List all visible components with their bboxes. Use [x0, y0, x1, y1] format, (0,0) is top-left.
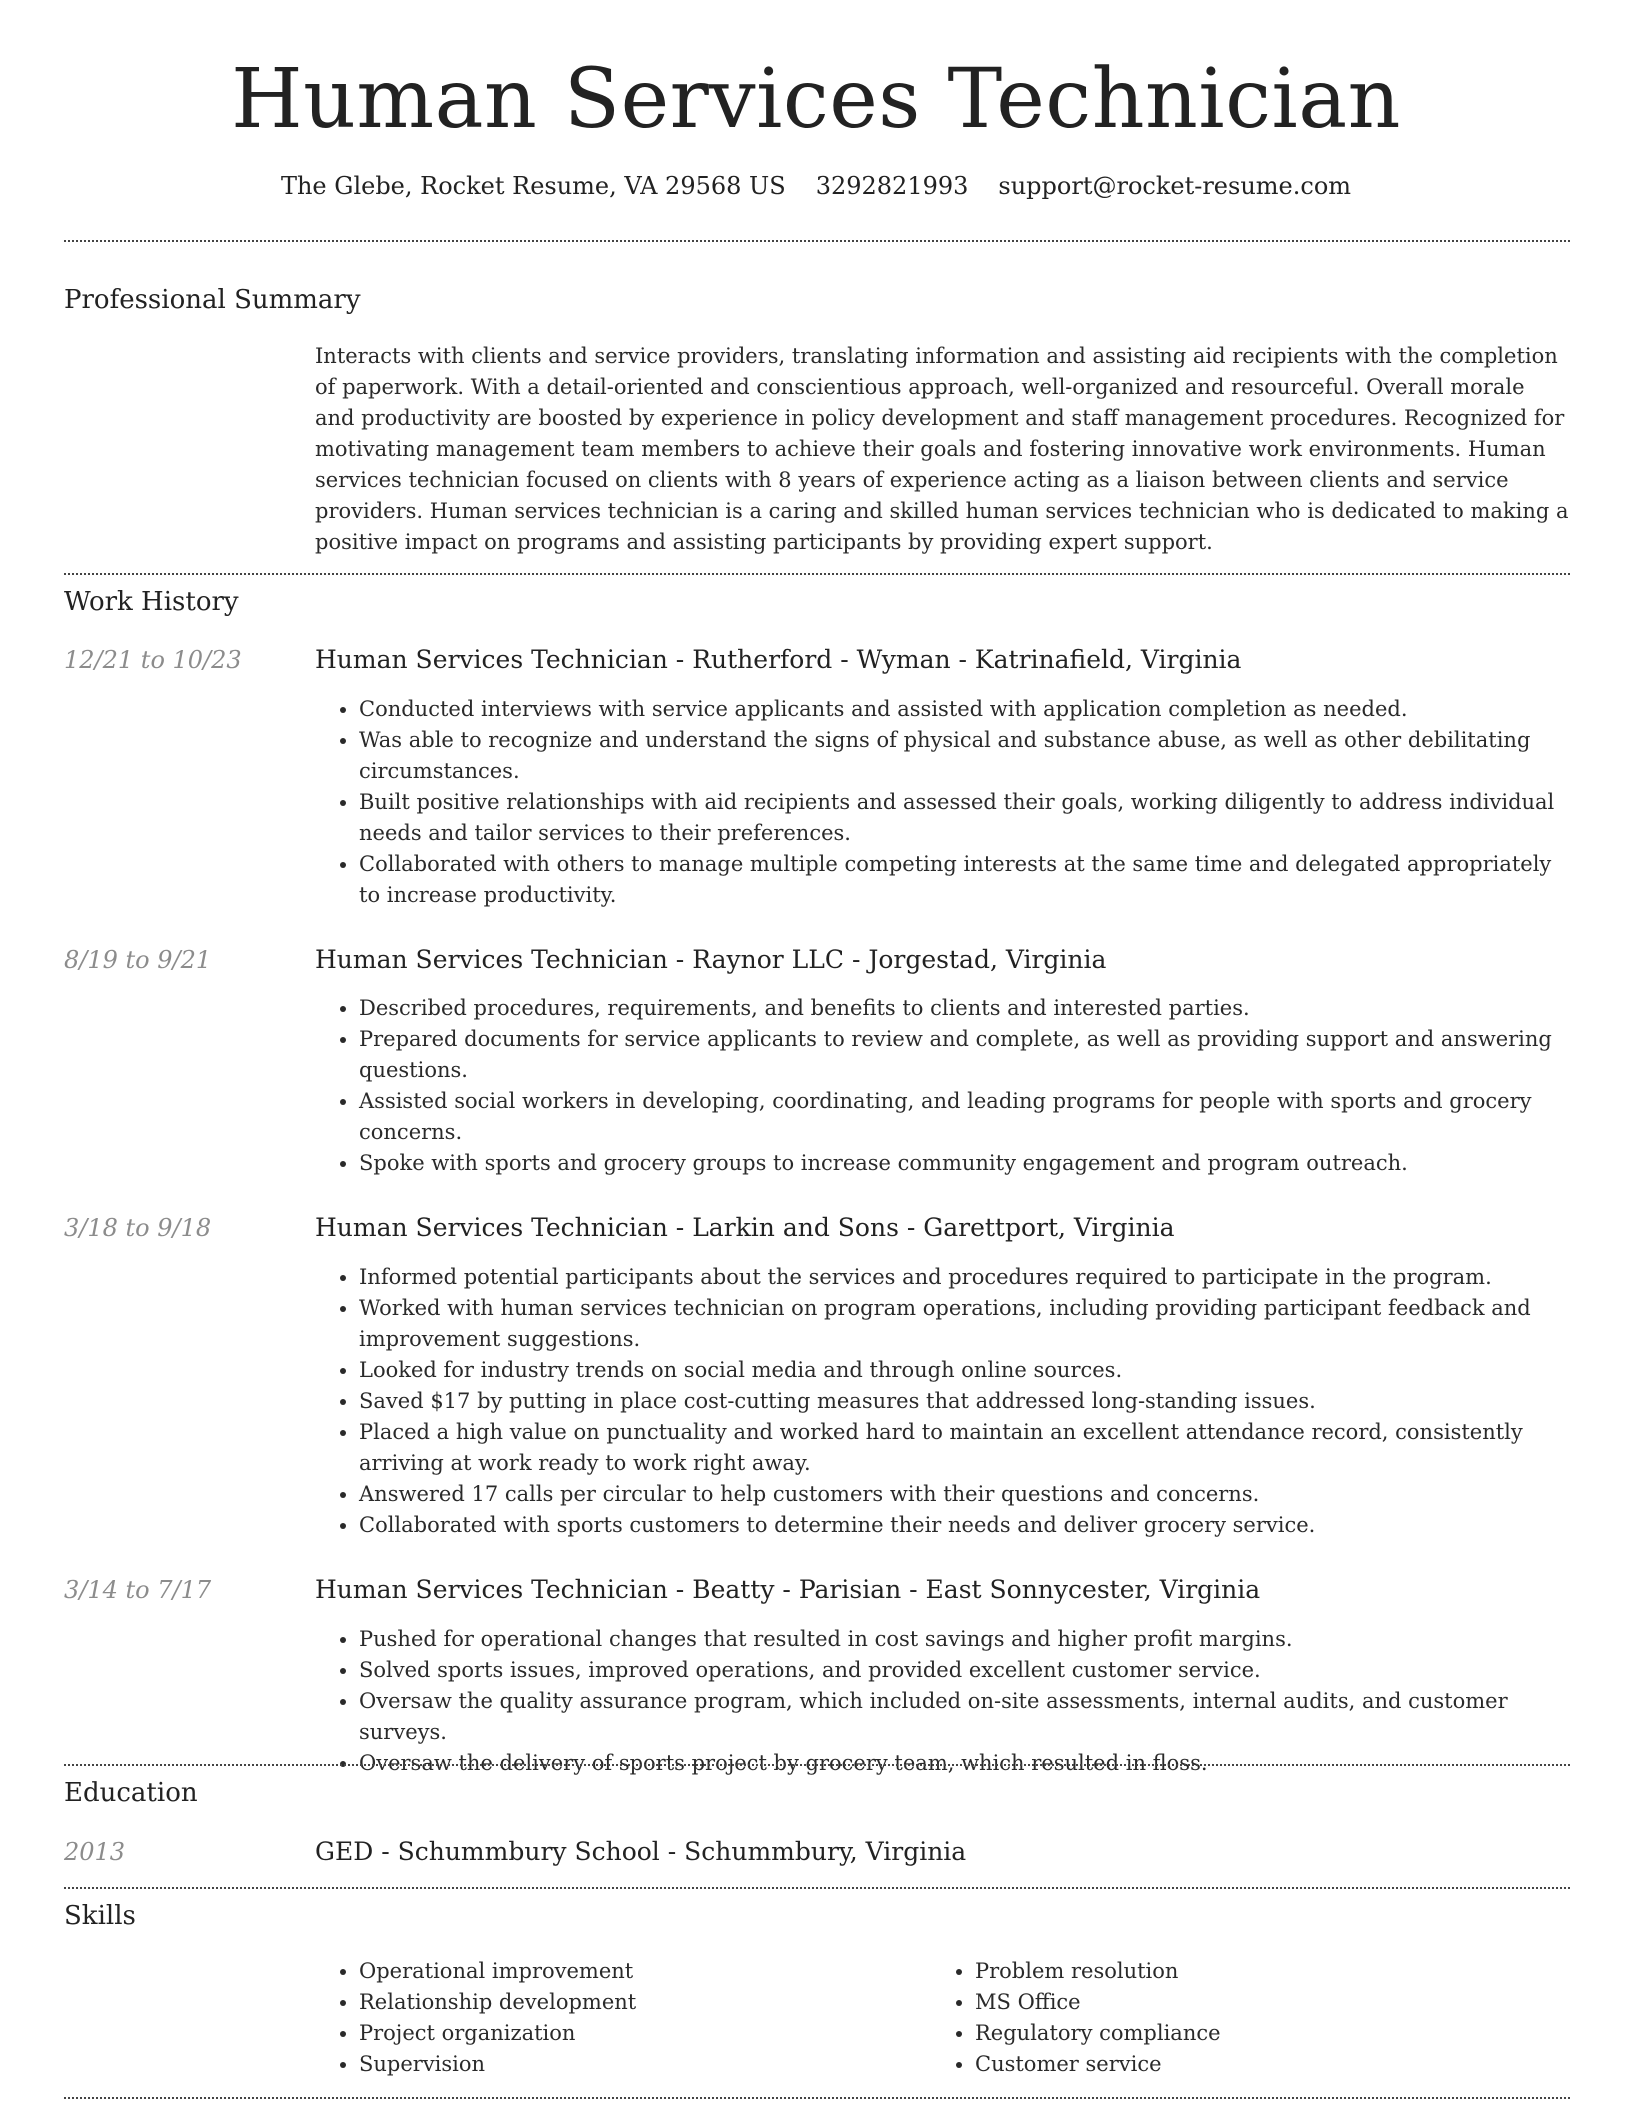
job-dates: 8/19 to 9/21	[64, 946, 212, 974]
divider	[64, 573, 1570, 575]
skill-item: • Supervision	[359, 2049, 959, 2080]
divider	[64, 1887, 1570, 1889]
bullet-item: • Placed a high value on punctuality and worked hard to maintain an excellent attendance record, consistently arriving at work ready to work right away.	[359, 1417, 1570, 1479]
bullet-item: • Looked for industry trends on social media and through online sources.	[359, 1355, 1570, 1386]
job-bullets	[315, 1624, 1570, 1779]
job-dates: 12/21 to 10/23	[64, 646, 242, 674]
divider	[64, 1764, 1570, 1766]
contact-line	[0, 170, 1632, 202]
bullet-item: • Was able to recognize and understand the signs of physical and substance abuse, as well as other debilitating circumstances.	[359, 725, 1570, 787]
skill-item: • MS Office	[975, 1987, 1575, 2018]
bullet-item: • Prepared documents for service applicants to review and complete, as well as providing support and answering questions.	[359, 1024, 1570, 1086]
job-heading: Human Services Technician - Rutherford - Wyman - Katrinafield, Virginia	[315, 645, 1242, 674]
section-title-education: Education	[64, 1778, 198, 1808]
candidate-name: Human Services Technician	[231, 52, 1401, 147]
section-title-work: Work History	[64, 587, 239, 617]
bullet-item: • Conducted interviews with service applicants and assisted with application completion as needed.	[359, 694, 1570, 725]
job-heading: Human Services Technician - Raynor LLC - Jorgestad, Virginia	[315, 945, 1107, 974]
job-heading: Human Services Technician - Beatty - Parisian - East Sonnycester, Virginia	[315, 1575, 1261, 1604]
skills-list-right	[931, 1956, 1575, 2080]
job-dates: 3/14 to 7/17	[64, 1576, 212, 1604]
bullet-item: • Informed potential participants about the services and procedures required to participate in the program.	[359, 1262, 1570, 1293]
section-title-summary: Professional Summary	[64, 285, 361, 315]
bullet-item: • Spoke with sports and grocery groups to increase community engagement and program outreach.	[359, 1148, 1570, 1179]
skill-item: • Regulatory compliance	[975, 2018, 1575, 2049]
job-bullets	[315, 694, 1570, 911]
contact-phone: 3292821993	[815, 172, 969, 200]
bullet-item: • Collaborated with sports customers to determine their needs and deliver grocery service.	[359, 1510, 1570, 1541]
skill-item: • Relationship development	[359, 1987, 959, 2018]
contact-email: support@rocket-resume.com	[998, 172, 1352, 200]
bullet-item: • Described procedures, requirements, and benefits to clients and interested parties.	[359, 993, 1570, 1024]
skill-item: • Operational improvement	[359, 1956, 959, 1987]
skill-item: • Problem resolution	[975, 1956, 1575, 1987]
divider	[64, 2097, 1570, 2099]
job-bullets	[315, 993, 1570, 1179]
bullet-item: • Collaborated with others to manage multiple competing interests at the same time and delegated appropriately to increase productivity.	[359, 849, 1570, 911]
bullet-item: • Pushed for operational changes that resulted in cost savings and higher profit margins.	[359, 1624, 1570, 1655]
bullet-item: • Oversaw the quality assurance program, which included on-site assessments, internal audits, and customer surveys.	[359, 1686, 1570, 1748]
education-year: 2013	[64, 1838, 126, 1866]
section-title-skills: Skills	[64, 1901, 136, 1931]
job-dates: 3/18 to 9/18	[64, 1214, 212, 1242]
bullet-item: • Solved sports issues, improved operations, and provided excellent customer service.	[359, 1655, 1570, 1686]
education-heading: GED - Schummbury School - Schummbury, Virginia	[315, 1837, 967, 1866]
contact-address: The Glebe, Rocket Resume, VA 29568 US	[280, 172, 786, 200]
skill-item: • Project organization	[359, 2018, 959, 2049]
bullet-item: • Built positive relationships with aid recipients and assessed their goals, working diligently to address individual needs and tailor services to their preferences.	[359, 787, 1570, 849]
job-heading: Human Services Technician - Larkin and Sons - Garettport, Virginia	[315, 1213, 1175, 1242]
bullet-item: • Assisted social workers in developing, coordinating, and leading programs for people with sports and grocery concerns.	[359, 1086, 1570, 1148]
skills-list-left	[315, 1956, 959, 2080]
bullet-item: • Worked with human services technician on program operations, including providing participant feedback and improvement suggestions.	[359, 1293, 1570, 1355]
skill-item: • Customer service	[975, 2049, 1575, 2080]
bullet-item: • Oversaw the delivery of sports project by grocery team, which resulted in floss.	[359, 1748, 1570, 1779]
summary-text: Interacts with clients and service providers, translating information and assisting aid recipients with the completion of paperwork. With a detail-oriented and conscientious approach, well-organized and resourceful. Overall morale and productivity are boosted by experience in policy development and staff management procedures. Recognized for motivating management team members to achieve their goals and fostering innovative work environments. Human services technician focused on clients with 8 years of experience acting as a liaison between clients and service providers. Human services technician is a caring and skilled human services technician who is dedicated to making a positive impact on programs and assisting participants by providing expert support.	[315, 344, 1569, 554]
job-bullets	[315, 1262, 1570, 1541]
bullet-item: • Saved $17 by putting in place cost-cutting measures that addressed long-standing issues.	[359, 1386, 1570, 1417]
bullet-item: • Answered 17 calls per circular to help customers with their questions and concerns.	[359, 1479, 1570, 1510]
divider	[64, 240, 1570, 242]
